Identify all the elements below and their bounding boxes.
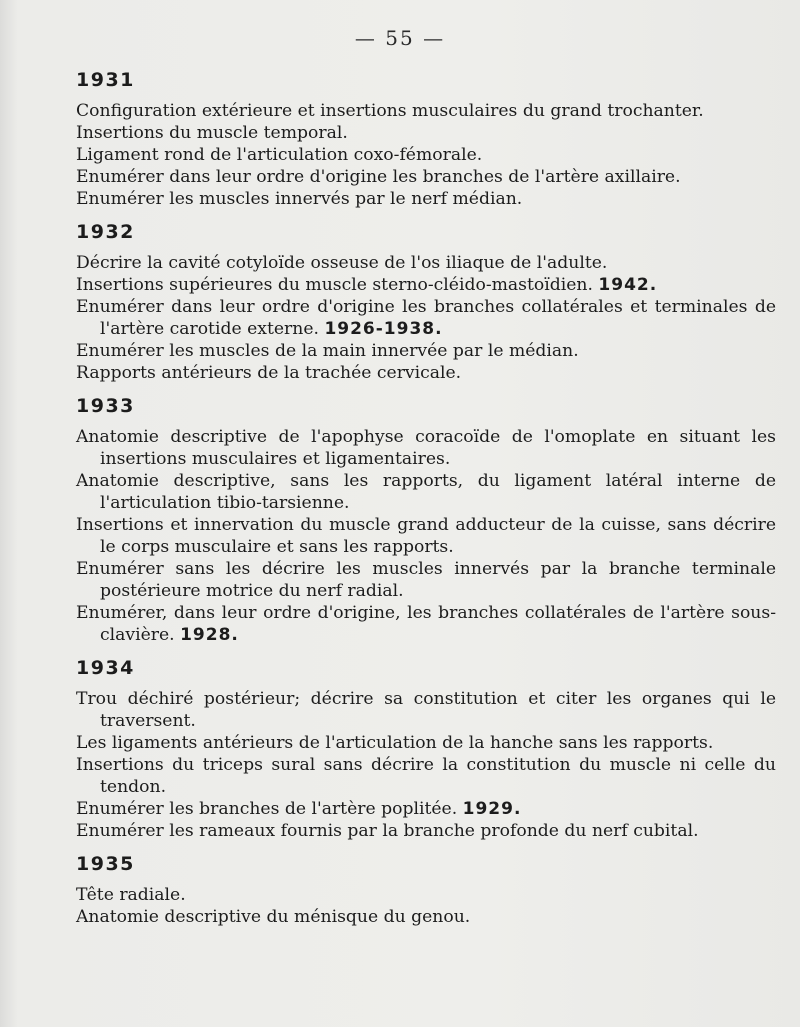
question-item bbox=[76, 754, 776, 798]
question-text: Configuration extérieure et insertions musculaires du grand trochanter. bbox=[76, 101, 704, 121]
question-item bbox=[76, 884, 776, 906]
question-text: Décrire la cavité cotyloïde osseuse de l'os iliaque de l'adulte. bbox=[76, 253, 608, 273]
question-item bbox=[76, 362, 776, 384]
question-item bbox=[76, 296, 776, 340]
question-text: Insertions et innervation du muscle grand adducteur de la cuisse, sans décrire le corps musculaire et sans les rapports. bbox=[76, 515, 776, 557]
question-text: Anatomie descriptive du ménisque du genou. bbox=[76, 907, 471, 927]
question-item bbox=[76, 340, 776, 362]
question-item bbox=[76, 252, 776, 274]
page-number: — 55 — bbox=[354, 26, 446, 50]
year-heading: 1933 bbox=[76, 395, 135, 417]
year-section bbox=[76, 68, 776, 210]
exam-questions-list bbox=[76, 68, 776, 938]
question-item bbox=[76, 274, 776, 296]
question-text: Enumérer les rameaux fournis par la branche profonde du nerf cubital. bbox=[76, 821, 699, 841]
question-text: Enumérer dans leur ordre d'origine les branches collatérales et terminales de l'artère carotide externe. bbox=[76, 297, 776, 339]
question-text: Enumérer les muscles de la main innervée par le médian. bbox=[76, 341, 579, 361]
question-item bbox=[76, 100, 776, 122]
question-text: Ligament rond de l'articulation coxo-fémorale. bbox=[76, 145, 483, 165]
question-item bbox=[76, 166, 776, 188]
year-section bbox=[76, 656, 776, 842]
year-section bbox=[76, 394, 776, 646]
question-item bbox=[76, 188, 776, 210]
question-text: Insertions supérieures du muscle sterno-cléido-mastoïdien. bbox=[76, 275, 593, 295]
question-item bbox=[76, 602, 776, 646]
year-heading: 1935 bbox=[76, 853, 135, 875]
year-section bbox=[76, 220, 776, 384]
year-heading: 1934 bbox=[76, 657, 135, 679]
question-text: Enumérer dans leur ordre d'origine les branches de l'artère axillaire. bbox=[76, 167, 681, 187]
question-text: Enumérer, dans leur ordre d'origine, les branches collatérales de l'artère sous-clavière. bbox=[76, 603, 776, 645]
year-heading: 1932 bbox=[76, 221, 135, 243]
question-item bbox=[76, 144, 776, 166]
question-text: Tête radiale. bbox=[76, 885, 186, 905]
year-reference: 1928. bbox=[180, 625, 239, 645]
question-item bbox=[76, 426, 776, 470]
question-text: Anatomie descriptive de l'apophyse coracoïde de l'omoplate en situant les insertions musculaires et ligamentaires. bbox=[76, 427, 776, 469]
question-text: Enumérer sans les décrire les muscles innervés par la branche terminale postérieure motrice du nerf radial. bbox=[76, 559, 776, 601]
question-item bbox=[76, 514, 776, 558]
question-item bbox=[76, 122, 776, 144]
question-item bbox=[76, 688, 776, 732]
year-reference: 1929. bbox=[462, 799, 522, 819]
question-text: Enumérer les muscles innervés par le nerf médian. bbox=[76, 189, 523, 209]
year-section bbox=[76, 852, 776, 928]
question-text: Anatomie descriptive, sans les rapports, du ligament latéral interne de l'articulation tibio-tarsienne. bbox=[76, 471, 776, 513]
question-text: Les ligaments antérieurs de l'articulation de la hanche sans les rapports. bbox=[76, 733, 714, 753]
question-item bbox=[76, 906, 776, 928]
year-reference: 1942. bbox=[598, 275, 658, 295]
question-text: Rapports antérieurs de la trachée cervicale. bbox=[76, 363, 462, 383]
question-item bbox=[76, 732, 776, 754]
year-heading: 1931 bbox=[76, 69, 135, 91]
question-item bbox=[76, 470, 776, 514]
question-text: Insertions du triceps sural sans décrire la constitution du muscle ni celle du tendon. bbox=[76, 755, 776, 797]
question-item bbox=[76, 798, 776, 820]
year-reference: 1926-1938. bbox=[324, 319, 443, 339]
question-text: Insertions du muscle temporal. bbox=[76, 123, 348, 143]
question-text: Enumérer les branches de l'artère poplitée. bbox=[76, 799, 458, 819]
question-item bbox=[76, 820, 776, 842]
question-text: Trou déchiré postérieur; décrire sa constitution et citer les organes qui le traversent. bbox=[76, 689, 776, 731]
question-item bbox=[76, 558, 776, 602]
